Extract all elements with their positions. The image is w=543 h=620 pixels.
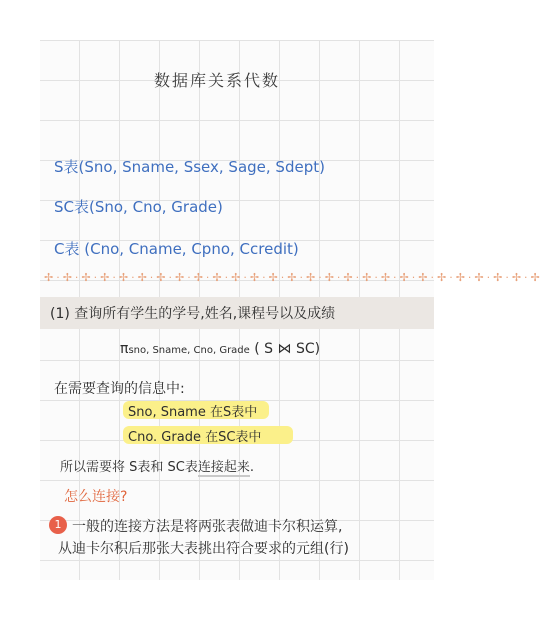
decorative-divider: ✢·✢·✢·✢·✢·✢·✢·✢·✢·✢·✢·✢·✢·✢·✢·✢·✢·✢·✢·✢·✢·✢·✢·✢·✢·✢·✢ xyxy=(44,271,543,284)
how-to-join-heading: 怎么连接? xyxy=(64,489,128,505)
join-expression: ( S ⋈ SC) xyxy=(249,341,321,357)
point-line-2: 从迪卡尔积后那张大表挑出符合要求的元组(行) xyxy=(58,541,349,557)
conclusion-post: . xyxy=(249,460,255,475)
conclusion-pre: 所以需要将 S表和 SC表 xyxy=(60,460,198,475)
highlight-text-1: Sno, Sname 在S表中 xyxy=(128,405,258,420)
notebook-page xyxy=(40,40,543,580)
conclusion-underlined: 连接起来 xyxy=(197,460,250,475)
conclusion-text xyxy=(60,456,254,475)
schema-c: C表 (Cno, Cname, Cpno, Ccredit) xyxy=(54,240,299,258)
question-text: (1) 查询所有学生的学号,姓名,课程号以及成绩 xyxy=(50,306,336,322)
projection-subscript: sno, Sname, Cno, Grade xyxy=(128,345,250,356)
page-title: 数据库关系代数 xyxy=(154,71,281,90)
highlight-text-2: Cno. Grade 在SC表中 xyxy=(128,430,262,445)
point-number-badge: 1 xyxy=(49,516,67,534)
need-info-text: 在需要查询的信息中: xyxy=(54,381,185,397)
schema-sc: SC表(Sno, Cno, Grade) xyxy=(54,198,223,216)
projection-symbol: π xyxy=(120,341,129,357)
schema-s: S表(Sno, Sname, Ssex, Sage, Sdept) xyxy=(54,158,325,176)
relational-formula xyxy=(120,341,320,357)
point-line-1: 一般的连接方法是将两张表做迪卡尔积运算, xyxy=(72,519,343,535)
